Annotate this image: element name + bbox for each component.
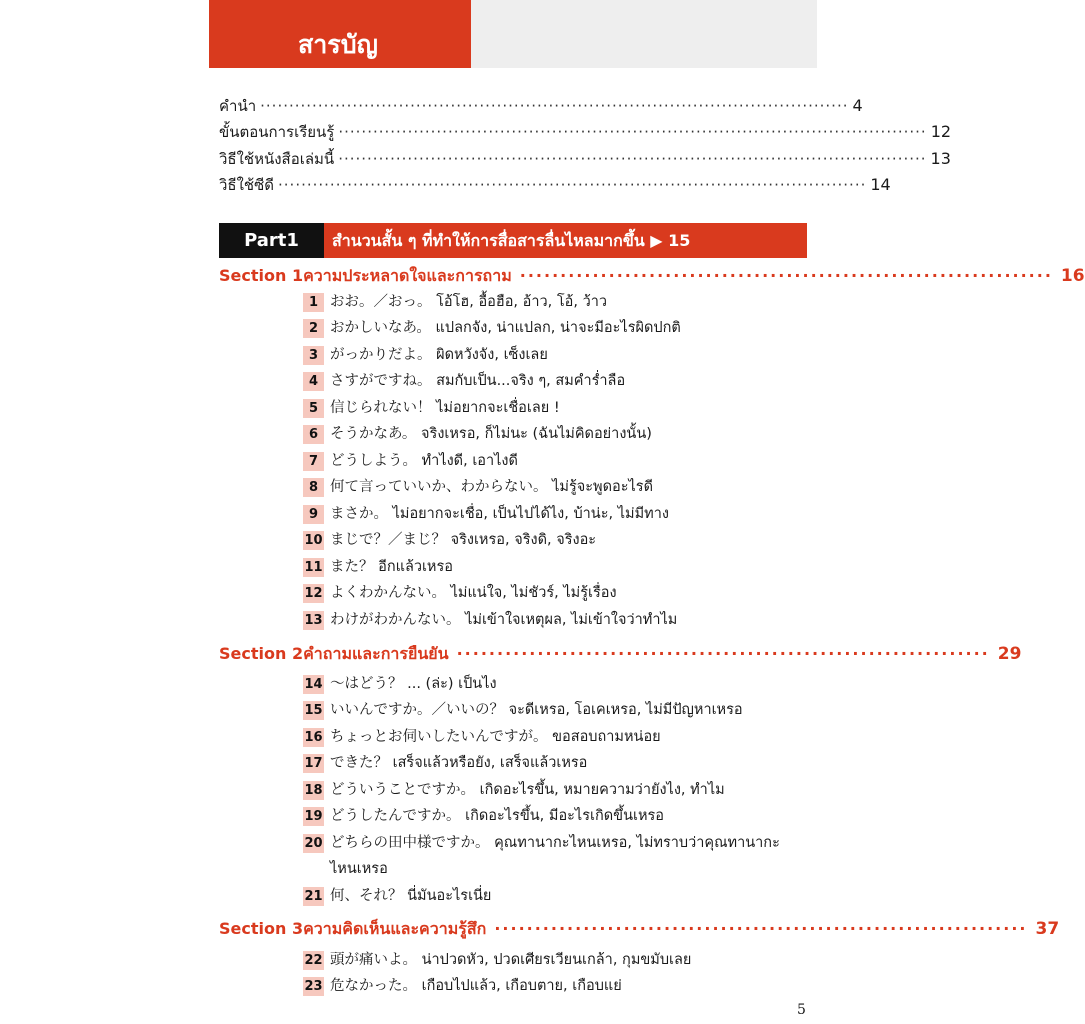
page-number: 5	[797, 1002, 806, 1018]
item-text: どうしよう。 ทำไงดี, เอาไงดี	[330, 453, 518, 469]
item-number: 21	[304, 889, 323, 904]
toc-entry-page: 13	[930, 149, 951, 168]
item-number: 5	[303, 399, 324, 418]
item-number: 20	[304, 836, 323, 851]
toc-entry[interactable]	[219, 95, 863, 117]
section-page: 29	[997, 644, 1022, 664]
item-text: そうかなあ。 จริงเหรอ, ก็ไม่นะ (ฉันไม่คิดอย่างนั้น)	[330, 426, 652, 442]
item-text: 何て言っていいか、わからない。 ไม่รู้จะพูดอะไรดี	[330, 479, 653, 495]
section-header[interactable]	[219, 263, 1085, 289]
dot-leader: ······································································································	[338, 150, 927, 168]
item-number: 16	[304, 730, 323, 745]
section-header[interactable]	[219, 916, 1060, 942]
dot-leader: ······································································································	[338, 123, 927, 141]
item-number: 2	[303, 319, 324, 338]
item-number: 12	[304, 586, 323, 601]
section-label: Section 2	[219, 644, 304, 663]
page-title: สารบัญ	[298, 30, 378, 59]
dot-leader: ······································································································	[278, 176, 867, 194]
item-number: 17	[304, 756, 323, 771]
item-text: おお。／おっ。 โอ้โฮ, อื้อฮือ, อ้าว, โอ้, ว้าว	[330, 294, 608, 310]
item-number: 13	[304, 613, 323, 628]
item-number: 11	[304, 560, 323, 575]
item-text: どちらの田中様ですか。 คุณทานากะไหนเหรอ, ไม่ทราบว่าคุณทานากะไหนเหรอ	[330, 835, 780, 877]
item-text: いいんですか。／いいの？ จะดีเหรอ, โอเคเหรอ, ไม่มีปัญหาเหรอ	[330, 702, 743, 718]
item-text: どういうことですか。 เกิดอะไรขึ้น, หมายความว่ายังไง, ทำไม	[330, 782, 725, 798]
item-number: 6	[303, 425, 324, 444]
section-label: Section 1	[219, 266, 304, 285]
item-text: わけがわかんない。 ไม่เข้าใจเหตุผล, ไม่เข้าใจว่าทำไม	[330, 612, 678, 628]
item-text: できた？ เสร็จแล้วหรือยัง, เสร็จแล้วเหรอ	[330, 755, 588, 771]
item-text: 信じられない！ ไม่อยากจะเชื่อเลย !	[330, 400, 560, 416]
part-header[interactable]	[219, 223, 807, 258]
item-text: どうしたんですか。 เกิดอะไรขึ้น, มีอะไรเกิดขึ้นเหรอ	[330, 808, 665, 824]
item-number: 3	[303, 346, 324, 365]
toc-entry-page: 4	[852, 96, 863, 115]
item-number: 10	[304, 533, 323, 548]
section-title: ความประหลาดใจและการถาม	[303, 266, 512, 285]
item-text: さすがですね。 สมกับเป็น...จริง ๆ, สมคำร่ำลือ	[330, 373, 626, 389]
section-label: Section 3	[219, 919, 304, 938]
item-number: 15	[304, 703, 323, 718]
item-number: 23	[304, 979, 323, 994]
part-label: Part1	[219, 223, 324, 258]
toc-entry-label: วิธีใช้ซีดี	[219, 176, 275, 194]
toc-entry[interactable]	[219, 121, 952, 143]
item-text: 頭が痛いよ。 น่าปวดหัว, ปวดเศียรเวียนเกล้า, กุมขมับเลย	[330, 952, 692, 968]
item-number: 8	[303, 478, 324, 497]
section-title: ความคิดเห็นและความรู้สึก	[303, 919, 487, 938]
item-number: 1	[303, 293, 324, 312]
item-number: 22	[304, 953, 323, 968]
dot-leader: ··································································	[519, 266, 1053, 285]
item-number: 14	[304, 677, 323, 692]
item-text: 何、それ？ นี่มันอะไรเนี่ย	[330, 888, 492, 904]
toc-entry[interactable]	[219, 148, 951, 170]
item-text: ちょっとお伺いしたいんですが。 ขอสอบถามหน่อย	[330, 729, 661, 745]
section-page: 16	[1060, 266, 1085, 286]
section-header[interactable]	[219, 641, 1022, 667]
item-number: 18	[304, 783, 323, 798]
title-banner-gray	[471, 0, 817, 68]
item-text: また？ อีกแล้วเหรอ	[330, 559, 453, 575]
item-text: がっかりだよ。 ผิดหวังจัง, เซ็งเลย	[330, 347, 548, 363]
part-title: สำนวนสั้น ๆ ที่ทำให้การสื่อสารลื่นไหลมากขึ้น ▶ 15	[332, 231, 691, 250]
section-title: คำถามและการยืนยัน	[303, 644, 449, 663]
toc-entry-page: 12	[930, 122, 952, 141]
item-number: 4	[303, 372, 324, 391]
item-text: まさか。 ไม่อยากจะเชื่อ, เป็นไปได้ไง, บ้าน่ะ, ไม่มีทาง	[330, 506, 669, 522]
toc-entry-label: วิธีใช้หนังสือเล่มนี้	[219, 150, 335, 168]
item-text: よくわかんない。 ไม่แน่ใจ, ไม่ชัวร์, ไม่รู้เรื่อง	[330, 585, 617, 601]
dot-leader: ······································································································	[260, 97, 849, 115]
toc-entry-label: คำนำ	[219, 97, 257, 115]
item-number: 7	[303, 452, 324, 471]
dot-leader: ··································································	[494, 919, 1028, 938]
item-text: ～はどう？ ... (ล่ะ) เป็นไง	[330, 676, 497, 692]
toc-entry[interactable]	[219, 174, 891, 196]
dot-leader: ··································································	[456, 644, 990, 663]
item-number: 19	[304, 809, 323, 824]
item-text: 危なかった。 เกือบไปแล้ว, เกือบตาย, เกือบแย่	[330, 978, 622, 994]
toc-entry-label: ขั้นตอนการเรียนรู้	[219, 123, 335, 141]
toc-entry-page: 14	[870, 175, 891, 194]
item-number: 9	[303, 505, 324, 524]
item-text: おかしいなあ。 แปลกจัง, น่าแปลก, น่าจะมีอะไรผิดปกติ	[330, 320, 681, 336]
item-text: まじで？／まじ？ จริงเหรอ, จริงดิ, จริงอะ	[330, 532, 597, 548]
section-page: 37	[1035, 919, 1060, 939]
